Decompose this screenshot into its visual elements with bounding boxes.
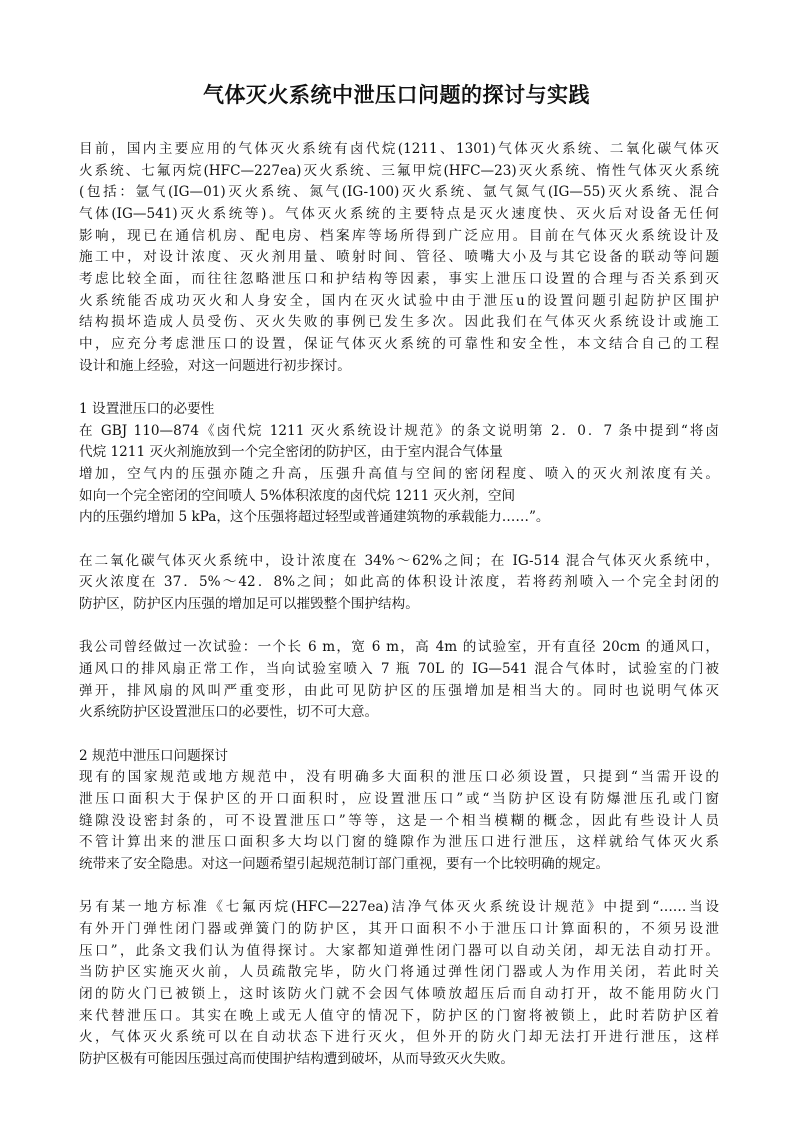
section-2-line: 防护区极有可能因压强过高而使围护结构遭到破坏，从而导致灭火失败。 [79, 1051, 514, 1067]
intro-line: 设计和施上经验，对这一问题进行初步探讨。 [79, 358, 351, 374]
intro-line: 影响，现已在通信机房、配电房、档案库等场所得到广泛应用。目前在气体灭火系统设计及 [79, 228, 719, 244]
section-1-line: 在 GBJ 110—874《卤代烷 1211 灭火系统设计规范》的条文说明第 2．0．7 条中提到“将卤 [79, 423, 719, 439]
section-1-line: 灭火浓度在 37．5%～42．8%之间；如此高的体积设计浓度，若将药剂喷入一个完全封闭的 [79, 574, 719, 590]
intro-line: 考虑比较全面，而往往忽略泄压口和护结构等因素，事实上泄压口设置的合理与否关系到灭 [79, 271, 719, 287]
intro-line: 施工中，对设计浓度、灭火剂用量、喷射时间、管径、喷嘴大小及与其它设备的联动等问题 [79, 249, 719, 265]
section-1-line: 防护区，防护区内压强的增加足可以摧毁整个围护结构。 [79, 596, 419, 612]
section-1-line: 内的压强约增加 5 kPa，这个压强将超过轻型或普通建筑物的承载能力……”。 [79, 509, 550, 525]
section-2-line: 缝隙没设密封条的，可不设置泄压口”等等，这是一个相当模糊的概念，因此有些设计人员 [79, 813, 719, 829]
section-1-line: 增加，空气内的压强亦随之升高，压强升高值与空间的密闭程度、喷入的灭火剂浓度有关。 [79, 466, 719, 482]
section-1-line: 代烷 1211 灭火剂施放到一个完全密闭的防护区，由于室内混合气体量 [79, 444, 503, 460]
section-2-line: 有外开门弹性闭门器或弹簧门的防护区，其开口面积不小于泄压口计算面积的，不须另设泄 [79, 921, 719, 937]
section-1-line: 在二氧化碳气体灭火系统中，设计浓度在 34%～62%之间；在 IG-514 混合气体灭火系统中， [79, 553, 719, 569]
document-title: 气体灭火系统中泄压口问题的探讨与实践 [203, 83, 590, 107]
section-1-line: 通风口的排风扇正常工作，当向试验室喷入 7 瓶 70L 的 IG—541 混合气体时，试验室的门被 [79, 661, 719, 677]
section-2-line: 当防护区实施灭火前，人员疏散完毕，防火门将通过弹性闭门器或人为作用关闭，若此时关 [79, 964, 719, 980]
intro-line: 中，应充分考虑泄压口的设置，保证气体灭火系统的可靠性和安全性，本文结合自己的工程 [79, 336, 719, 352]
section-1-line: 弹开，排风扇的风叫严重变形，由此可见防护区的压强增加是相当大的。同时也说明气体灭 [79, 683, 719, 699]
intro-line: 结构损坏造成人员受伤、灭火失败的事例已发生多次。因此我们在气体灭火系统设计或施工 [79, 314, 719, 330]
intro-line: 气体(IG—541)灭火系统等)。气体灭火系统的主要特点是灭火速度快、灭火后对设备无任何 [79, 206, 719, 222]
intro-line: 目前，国内主要应用的气体灭火系统有卤代烷(1211、1301)气体灭火系统、二氧化碳气体灭 [79, 141, 719, 157]
section-2-line: 闭的防火门已被锁上，这时该防火门就不会因气体喷放超压后而自动打开，故不能用防火门 [79, 986, 719, 1002]
section-2-line: 压口”，此条文我们认为值得探讨。大家都知道弹性闭门器可以自动关闭，却无法自动打开。 [79, 943, 719, 959]
intro-line: 火系统、七氟丙烷(HFC—227ea)灭火系统、三氟甲烷(HFC—23)灭火系统、惰性气体灭火系统 [79, 163, 719, 179]
section-2-line: 泄压口面积大于保护区的开口面积时，应设置泄压口”或“当防护区设有防爆泄压孔或门窗 [79, 791, 719, 807]
section-1-heading: 1 设置泄压口的必要性 [79, 401, 215, 417]
section-2-line: 现有的国家规范或地方规范中，没有明确多大面积的泄压口必须设置，只提到“当需开设的 [79, 769, 719, 785]
section-2-line: 不管计算出来的泄压口面积多大均以门窗的缝隙作为泄压口进行泄压，这样就给气体灭火系 [79, 834, 719, 850]
intro-line: (包括：氩气(IG—01)灭火系统、氮气(IG-100)灭火系统、氩气氮气(IG—55)灭火系统、混合 [79, 184, 719, 200]
section-2-line: 另有某一地方标准《七氟丙烷(HFC—227ea)洁净气体灭火系统设计规范》中提到“……当设 [79, 899, 719, 915]
section-2-line: 火，气体灭火系统可以在自动状态下进行灭火，但外开的防火门却无法打开进行泄压，这样 [79, 1029, 719, 1045]
intro-line: 火系统能否成功灭火和人身安全，国内在灭火试验中由于泄压u的设置问题引起防护区围护 [79, 293, 719, 309]
section-1-line: 火系统防护区设置泄压口的必要性，切不可大意。 [79, 704, 379, 720]
section-1-line: 如向一个完全密闭的空间喷人 5%体积浓度的卤代烷 1211 灭火剂，空间 [79, 488, 516, 504]
section-1-line: 我公司曾经做过一次试验：一个长 6 m，宽 6 m，高 4m 的试验室，开有直径 20cm 的通风口， [79, 639, 719, 655]
section-2-heading: 2 规范中泄压口问题探讨 [79, 748, 228, 764]
section-2-line: 统带来了安全隐患。对这一问题希望引起规范制订部门重视，要有一个比较明确的规定。 [79, 856, 610, 872]
section-2-line: 来代替泄压口。其实在晚上或无人值守的情况下，防护区的门窗将被锁上，此时若防护区着 [79, 1008, 719, 1024]
